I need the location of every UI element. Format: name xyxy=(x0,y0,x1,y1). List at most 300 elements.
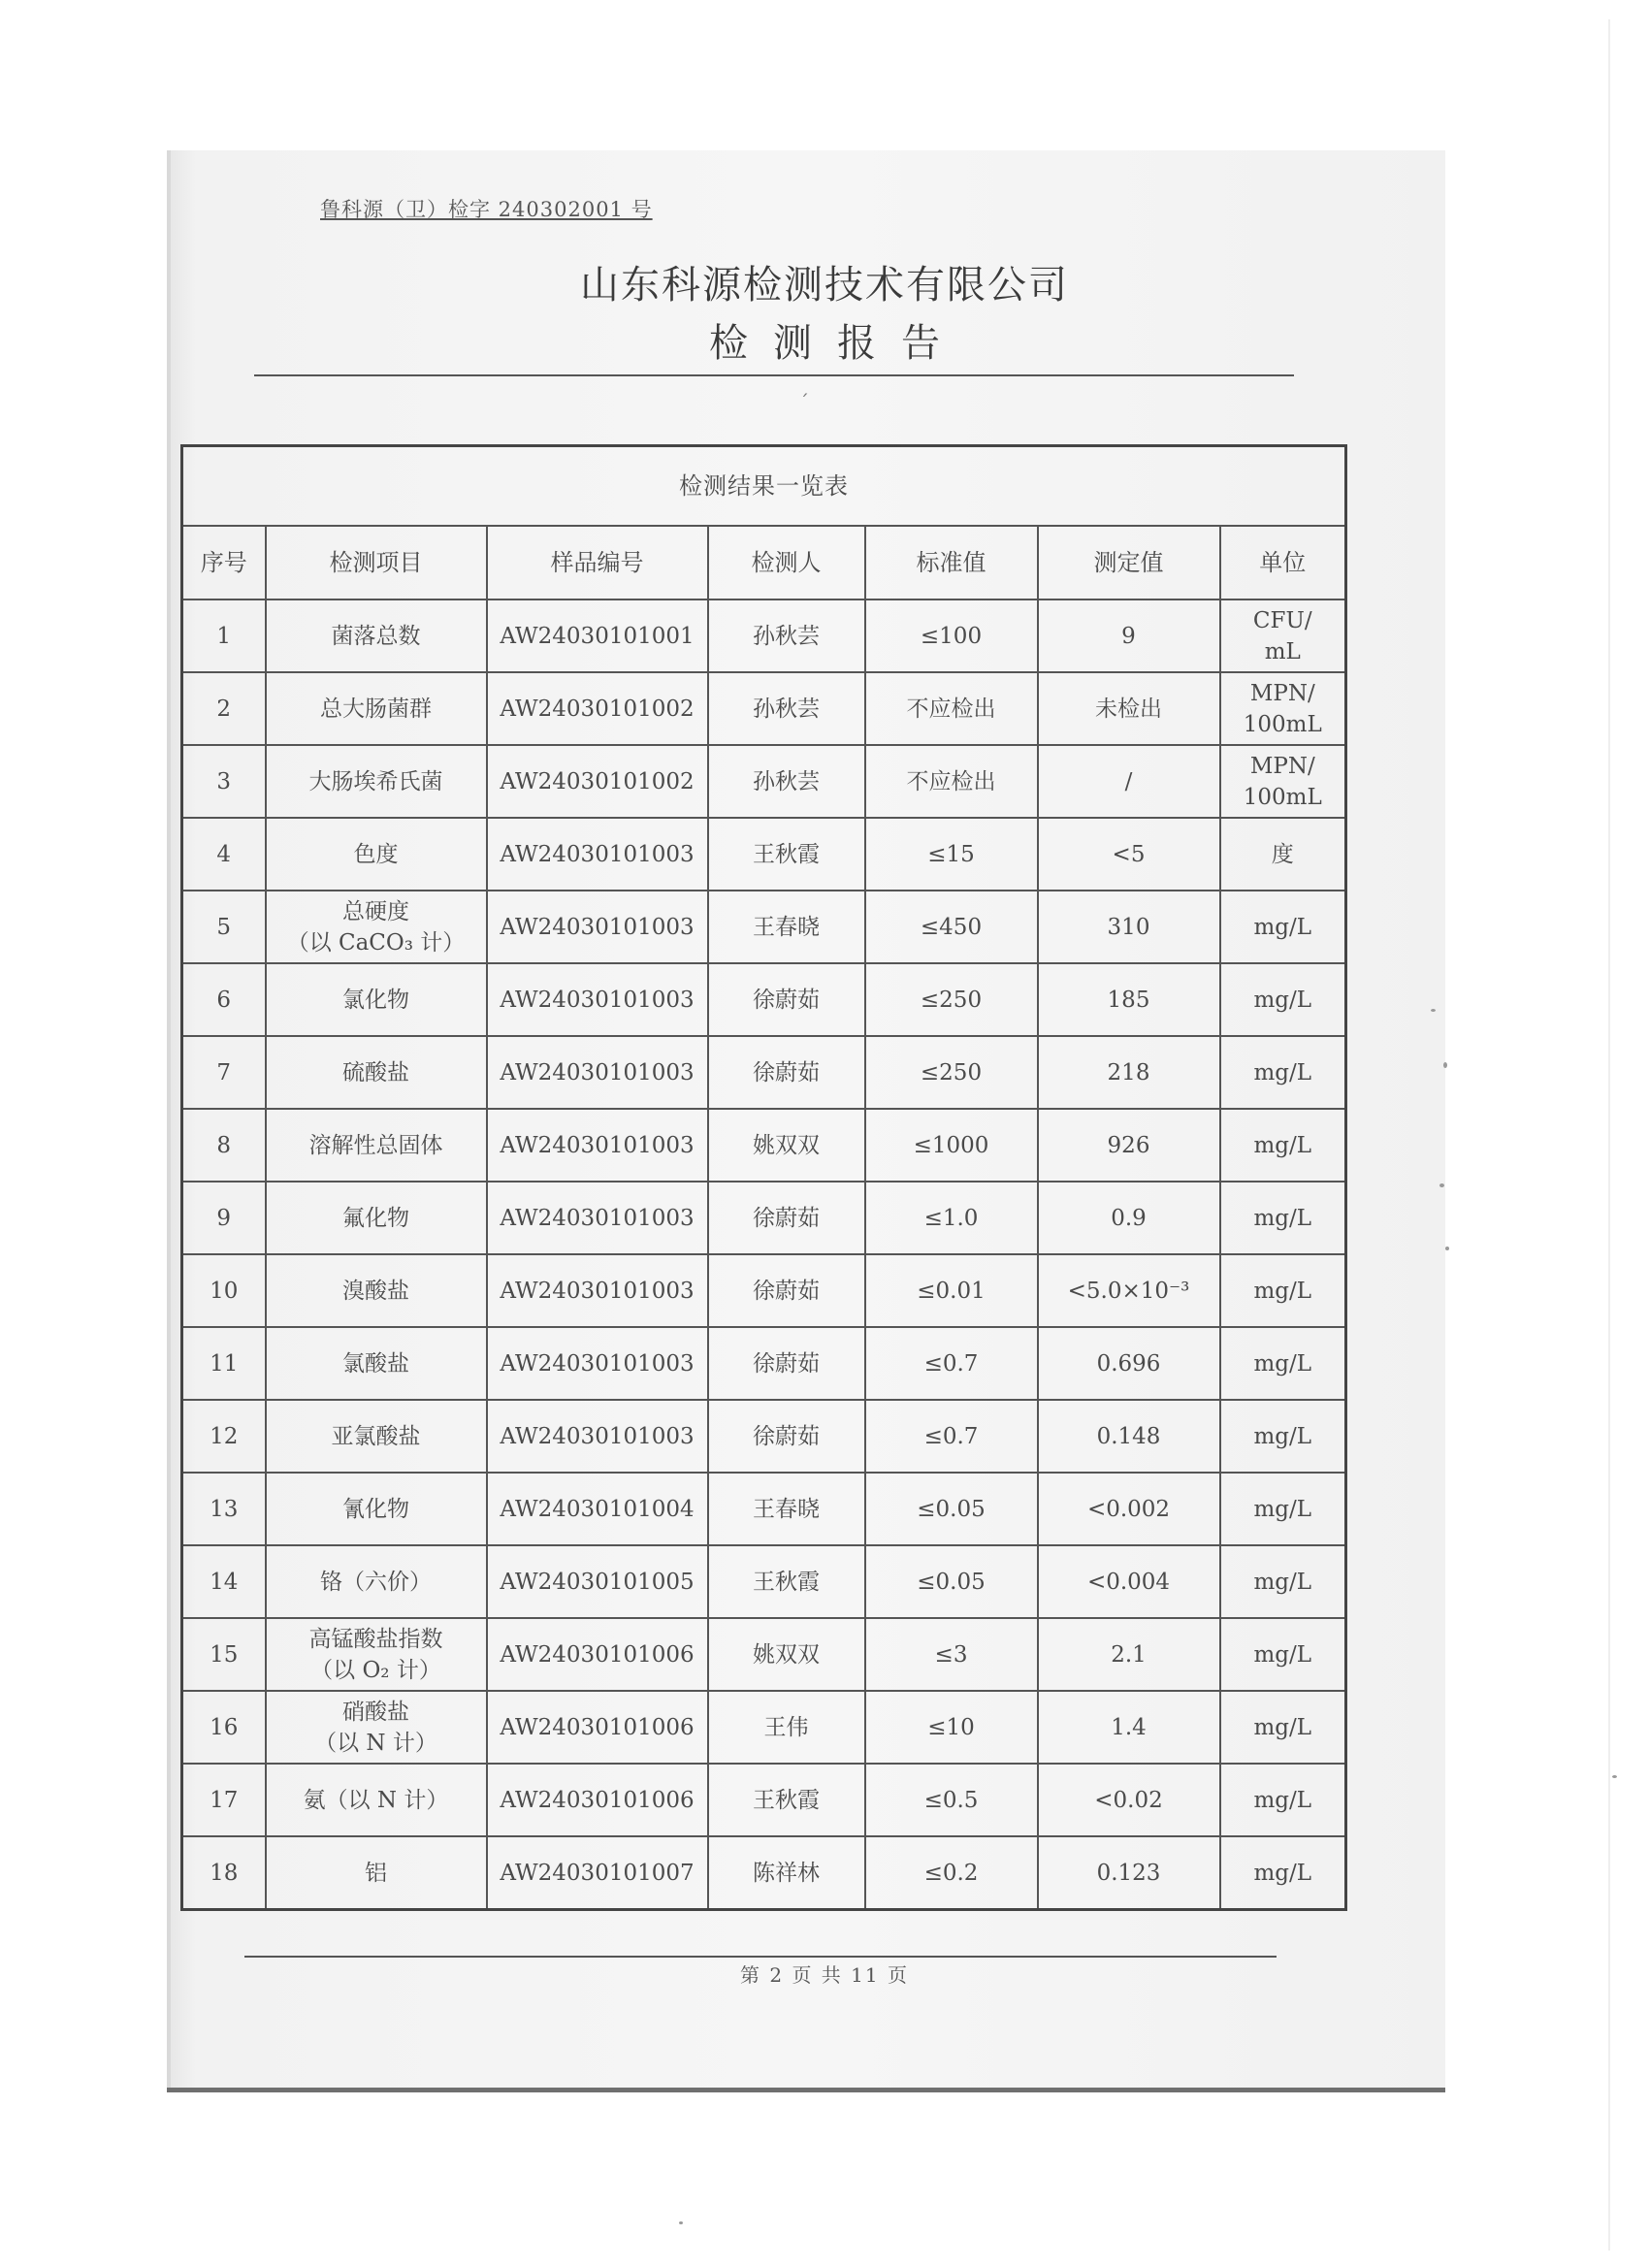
company-name: 山东科源检测技术有限公司 xyxy=(580,263,1069,308)
cell-item-text: 硝酸盐 xyxy=(342,1699,409,1725)
table-row xyxy=(182,963,1346,1036)
cell-no xyxy=(182,818,266,891)
column-header-standard: 标准值 xyxy=(865,526,1038,599)
cell-item xyxy=(266,1764,487,1836)
cell-unit-text: mg/L xyxy=(1253,1059,1312,1085)
table-row xyxy=(182,599,1346,672)
scan-speck xyxy=(679,2221,683,2224)
cell-unit-line2: 100mL xyxy=(1243,784,1322,810)
cell-unit-line2: mL xyxy=(1264,638,1301,664)
cell-unit-text: mg/L xyxy=(1253,1496,1312,1522)
cell-sample xyxy=(487,1618,708,1691)
cell-sample xyxy=(487,672,708,745)
cell-no-text: 2 xyxy=(216,696,232,722)
cell-item-text: 总硬度 xyxy=(342,898,409,924)
table-row xyxy=(182,891,1346,963)
cell-unit-text: 度 xyxy=(1271,841,1294,867)
table-row xyxy=(182,1691,1346,1764)
cell-measured xyxy=(1038,1545,1220,1618)
cell-sample-text: AW24030101003 xyxy=(500,914,695,940)
cell-unit xyxy=(1220,1545,1346,1618)
cell-tester-text: 徐蔚茹 xyxy=(753,1205,820,1231)
table-row xyxy=(182,818,1346,891)
column-header-sample: 样品编号 xyxy=(487,526,708,599)
table-row xyxy=(182,745,1346,818)
cell-no xyxy=(182,891,266,963)
cell-sample xyxy=(487,1473,708,1545)
table-row xyxy=(182,1327,1346,1400)
cell-no-text: 4 xyxy=(216,841,232,867)
table-caption: 检测结果一览表 xyxy=(182,446,1346,527)
cell-unit xyxy=(1220,1691,1346,1764)
column-header-measured: 测定值 xyxy=(1038,526,1220,599)
cell-tester xyxy=(708,672,865,745)
table-row xyxy=(182,1036,1346,1109)
cell-tester xyxy=(708,1473,865,1545)
cell-unit xyxy=(1220,818,1346,891)
cell-standard xyxy=(865,1254,1038,1327)
cell-standard-text: ≤3 xyxy=(934,1641,968,1668)
cell-measured-text: 0.123 xyxy=(1096,1860,1161,1886)
table-row xyxy=(182,1764,1346,1836)
cell-standard xyxy=(865,891,1038,963)
table-row xyxy=(182,1836,1346,1910)
cell-tester xyxy=(708,599,865,672)
cell-tester-text: 徐蔚茹 xyxy=(753,987,820,1013)
cell-no-text: 5 xyxy=(216,914,232,940)
footer-divider xyxy=(244,1956,1277,1958)
table-row xyxy=(182,1618,1346,1691)
cell-sample xyxy=(487,1254,708,1327)
cell-standard-text: ≤0.05 xyxy=(917,1569,986,1595)
cell-unit xyxy=(1220,1036,1346,1109)
scan-speck xyxy=(1445,1247,1449,1250)
cell-no xyxy=(182,1254,266,1327)
cell-item xyxy=(266,745,487,818)
cell-no xyxy=(182,599,266,672)
cell-standard xyxy=(865,1109,1038,1182)
cell-measured xyxy=(1038,1691,1220,1764)
cell-measured-text: 1.4 xyxy=(1111,1714,1147,1740)
cell-item xyxy=(266,1327,487,1400)
cell-unit xyxy=(1220,891,1346,963)
cell-standard-text: ≤15 xyxy=(927,841,975,867)
cell-item-text: 铬（六价） xyxy=(320,1569,432,1595)
cell-tester-text: 孙秋芸 xyxy=(753,623,820,649)
cell-standard xyxy=(865,599,1038,672)
cell-standard-text: ≤10 xyxy=(927,1714,975,1740)
cell-no xyxy=(182,1545,266,1618)
cell-item-text: 溴酸盐 xyxy=(342,1278,409,1304)
cell-sample-text: AW24030101003 xyxy=(500,1423,695,1449)
cell-measured-text: 2.1 xyxy=(1111,1641,1147,1668)
cell-unit-text: mg/L xyxy=(1253,1278,1312,1304)
cell-standard-text: ≤0.5 xyxy=(923,1787,979,1813)
cell-no xyxy=(182,1473,266,1545)
cell-item-text: 高锰酸盐指数 xyxy=(308,1626,443,1652)
cell-sample-text: AW24030101006 xyxy=(500,1787,695,1813)
cell-measured-text: <0.002 xyxy=(1086,1496,1171,1522)
table-row xyxy=(182,1400,1346,1473)
scan-left-edge xyxy=(167,150,171,2090)
column-header-unit: 单位 xyxy=(1220,526,1346,599)
cell-no-text: 8 xyxy=(216,1132,232,1158)
cell-item-text: 硫酸盐 xyxy=(342,1059,409,1085)
cell-item xyxy=(266,818,487,891)
header-divider xyxy=(254,374,1294,376)
cell-measured xyxy=(1038,818,1220,891)
cell-standard-text: ≤450 xyxy=(920,914,983,940)
cell-item-text: 色度 xyxy=(353,841,399,867)
cell-item-text: 大肠埃希氏菌 xyxy=(308,768,443,794)
cell-item-text: 菌落总数 xyxy=(331,623,421,649)
cell-unit-text: mg/L xyxy=(1253,987,1312,1013)
cell-standard-text: ≤100 xyxy=(920,623,983,649)
cell-unit xyxy=(1220,1400,1346,1473)
cell-measured xyxy=(1038,599,1220,672)
cell-sample-text: AW24030101004 xyxy=(500,1496,695,1522)
results-table xyxy=(180,444,1347,1911)
cell-sample xyxy=(487,1545,708,1618)
scan-bottom-edge xyxy=(167,2088,1445,2092)
cell-no-text: 14 xyxy=(210,1569,239,1595)
cell-sample xyxy=(487,1400,708,1473)
cell-unit-text: mg/L xyxy=(1253,914,1312,940)
cell-no-text: 7 xyxy=(216,1059,232,1085)
cell-no xyxy=(182,1036,266,1109)
cell-measured-text: 310 xyxy=(1107,914,1150,940)
cell-no-text: 13 xyxy=(210,1496,239,1522)
cell-standard xyxy=(865,818,1038,891)
cell-standard-text: ≤0.05 xyxy=(917,1496,986,1522)
cell-no-text: 6 xyxy=(216,987,232,1013)
cell-measured xyxy=(1038,1036,1220,1109)
cell-tester-text: 陈祥林 xyxy=(753,1860,820,1886)
cell-measured xyxy=(1038,963,1220,1036)
cell-measured-text: 0.148 xyxy=(1096,1423,1161,1449)
cell-sample-text: AW24030101003 xyxy=(500,1059,695,1085)
cell-unit xyxy=(1220,963,1346,1036)
cell-item xyxy=(266,599,487,672)
cell-unit xyxy=(1220,599,1346,672)
cell-measured-text: / xyxy=(1124,768,1133,794)
cell-item xyxy=(266,1182,487,1254)
cell-sample xyxy=(487,1182,708,1254)
cell-unit-text: mg/L xyxy=(1253,1714,1312,1740)
cell-tester xyxy=(708,1618,865,1691)
cell-unit-text: mg/L xyxy=(1253,1787,1312,1813)
cell-item-text: 氯化物 xyxy=(342,987,409,1013)
cell-tester xyxy=(708,1254,865,1327)
cell-item xyxy=(266,1036,487,1109)
column-header-item: 检测项目 xyxy=(266,526,487,599)
cell-no xyxy=(182,963,266,1036)
cell-tester xyxy=(708,1400,865,1473)
cell-unit xyxy=(1220,1254,1346,1327)
cell-item-line2: （以 N 计） xyxy=(314,1730,437,1756)
cell-tester xyxy=(708,1327,865,1400)
table-row xyxy=(182,1182,1346,1254)
cell-tester-text: 姚双双 xyxy=(753,1641,820,1668)
cell-measured-text: <0.02 xyxy=(1094,1787,1163,1813)
cell-measured-text: <5 xyxy=(1112,841,1146,867)
cell-measured-text: <0.004 xyxy=(1086,1569,1171,1595)
cell-item xyxy=(266,1836,487,1910)
cell-tester-text: 徐蔚茹 xyxy=(753,1350,820,1377)
cell-tester xyxy=(708,1182,865,1254)
table-row xyxy=(182,672,1346,745)
cell-item xyxy=(266,1618,487,1691)
cell-tester xyxy=(708,745,865,818)
cell-measured-text: 0.9 xyxy=(1111,1205,1147,1231)
cell-sample-text: AW24030101003 xyxy=(500,841,695,867)
cell-no-text: 10 xyxy=(210,1278,239,1304)
cell-tester xyxy=(708,1764,865,1836)
cell-no xyxy=(182,1691,266,1764)
cell-no-text: 11 xyxy=(210,1350,239,1377)
scan-speck xyxy=(1612,1775,1617,1778)
cell-sample xyxy=(487,1327,708,1400)
cell-tester-text: 王秋霞 xyxy=(753,1787,820,1813)
cell-sample xyxy=(487,891,708,963)
cell-tester xyxy=(708,818,865,891)
cell-tester xyxy=(708,1545,865,1618)
cell-no xyxy=(182,1182,266,1254)
cell-item xyxy=(266,1691,487,1764)
cell-standard-text: 不应检出 xyxy=(906,768,996,794)
cell-measured xyxy=(1038,1836,1220,1910)
cell-sample xyxy=(487,1036,708,1109)
cell-unit-text: mg/L xyxy=(1253,1205,1312,1231)
cell-unit-text: mg/L xyxy=(1253,1860,1312,1886)
cell-unit-text: mg/L xyxy=(1253,1641,1312,1668)
cell-item-text: 氯酸盐 xyxy=(342,1350,409,1377)
cell-no-text: 15 xyxy=(210,1641,239,1668)
cell-sample-text: AW24030101003 xyxy=(500,1132,695,1158)
cell-sample-text: AW24030101006 xyxy=(500,1641,695,1668)
cell-unit xyxy=(1220,745,1346,818)
cell-tester xyxy=(708,1109,865,1182)
cell-measured xyxy=(1038,1400,1220,1473)
cell-measured xyxy=(1038,1254,1220,1327)
cell-sample-text: AW24030101001 xyxy=(500,623,695,649)
cell-no-text: 9 xyxy=(216,1205,232,1231)
cell-measured xyxy=(1038,745,1220,818)
cell-unit-text: mg/L xyxy=(1253,1569,1312,1595)
scan-speck xyxy=(1431,1009,1436,1012)
cell-unit xyxy=(1220,1182,1346,1254)
cell-measured xyxy=(1038,672,1220,745)
cell-unit xyxy=(1220,1327,1346,1400)
cell-item xyxy=(266,891,487,963)
cell-sample-text: AW24030101003 xyxy=(500,1278,695,1304)
cell-standard xyxy=(865,1327,1038,1400)
cell-standard-text: ≤250 xyxy=(920,987,983,1013)
cell-standard-text: ≤1.0 xyxy=(923,1205,979,1231)
cell-sample xyxy=(487,599,708,672)
cell-unit-text: mg/L xyxy=(1253,1423,1312,1449)
table-row xyxy=(182,1473,1346,1545)
cell-item-text: 总大肠菌群 xyxy=(320,696,432,722)
table-row xyxy=(182,1545,1346,1618)
page-number: 第 2 页 共 11 页 xyxy=(740,1963,909,1987)
cell-sample xyxy=(487,963,708,1036)
cell-standard xyxy=(865,1836,1038,1910)
cell-sample-text: AW24030101007 xyxy=(500,1860,695,1886)
cell-item xyxy=(266,1109,487,1182)
cell-tester-text: 王秋霞 xyxy=(753,841,820,867)
column-header-no: 序号 xyxy=(182,526,266,599)
report-title: 检测报告 xyxy=(709,321,965,366)
cell-no xyxy=(182,1618,266,1691)
cell-no xyxy=(182,1400,266,1473)
cell-tester-text: 王春晓 xyxy=(753,914,820,940)
column-header-tester: 检测人 xyxy=(708,526,865,599)
cell-tester xyxy=(708,963,865,1036)
cell-sample-text: AW24030101003 xyxy=(500,1205,695,1231)
cell-no-text: 1 xyxy=(216,623,232,649)
cell-tester-text: 徐蔚茹 xyxy=(753,1278,820,1304)
cell-standard-text: ≤0.01 xyxy=(917,1278,986,1304)
cell-unit-text: MPN/ xyxy=(1249,680,1315,706)
cell-no xyxy=(182,1327,266,1400)
cell-no-text: 18 xyxy=(210,1860,239,1886)
cell-unit xyxy=(1220,1836,1346,1910)
cell-tester xyxy=(708,1836,865,1910)
cell-item xyxy=(266,1545,487,1618)
cell-item xyxy=(266,1400,487,1473)
cell-no-text: 16 xyxy=(210,1714,239,1740)
cell-item-text: 铝 xyxy=(365,1860,387,1886)
cell-sample xyxy=(487,1109,708,1182)
scan-speck xyxy=(1443,1062,1447,1068)
report-number: 鲁科源（卫）检字 240302001 号 xyxy=(320,198,653,221)
cell-no-text: 3 xyxy=(216,768,232,794)
cell-standard-text: ≤0.7 xyxy=(923,1350,979,1377)
cell-unit-text: mg/L xyxy=(1253,1132,1312,1158)
cell-standard xyxy=(865,963,1038,1036)
cell-standard xyxy=(865,1545,1038,1618)
cell-sample-text: AW24030101003 xyxy=(500,1350,695,1377)
cell-tester-text: 王伟 xyxy=(763,1714,809,1740)
cell-sample xyxy=(487,745,708,818)
cell-standard-text: ≤250 xyxy=(920,1059,983,1085)
cell-item xyxy=(266,1254,487,1327)
cell-unit-text: CFU/ xyxy=(1252,607,1312,633)
cell-measured-text: <5.0×10⁻³ xyxy=(1067,1278,1190,1304)
cell-measured-text: 9 xyxy=(1121,623,1136,649)
cell-standard-text: 不应检出 xyxy=(906,696,996,722)
cell-tester-text: 王秋霞 xyxy=(753,1569,820,1595)
cell-tester xyxy=(708,1691,865,1764)
cell-standard xyxy=(865,1036,1038,1109)
cell-no xyxy=(182,1764,266,1836)
cell-item-text: 氰化物 xyxy=(342,1496,409,1522)
cell-sample xyxy=(487,1764,708,1836)
cell-tester-text: 姚双双 xyxy=(753,1132,820,1158)
cell-item-text: 亚氯酸盐 xyxy=(331,1423,421,1449)
cell-standard xyxy=(865,745,1038,818)
cell-standard xyxy=(865,1618,1038,1691)
cell-unit xyxy=(1220,1618,1346,1691)
cell-measured xyxy=(1038,1618,1220,1691)
cell-sample-text: AW24030101003 xyxy=(500,987,695,1013)
cell-item-text: 氨（以 N 计） xyxy=(303,1787,449,1813)
cell-no xyxy=(182,745,266,818)
cell-measured-text: 0.696 xyxy=(1096,1350,1161,1377)
cell-sample xyxy=(487,818,708,891)
table-header-row xyxy=(182,526,1346,599)
cell-standard-text: ≤0.2 xyxy=(923,1860,979,1886)
cell-no-text: 12 xyxy=(210,1423,239,1449)
cell-item-text: 氟化物 xyxy=(342,1205,409,1231)
cell-no xyxy=(182,1109,266,1182)
cell-no xyxy=(182,672,266,745)
cell-measured-text: 185 xyxy=(1107,987,1150,1013)
cell-measured-text: 未检出 xyxy=(1095,696,1162,722)
cell-tester-text: 孙秋芸 xyxy=(753,768,820,794)
cell-sample-text: AW24030101002 xyxy=(500,768,695,794)
cell-no-text: 17 xyxy=(210,1787,239,1813)
cell-measured xyxy=(1038,1182,1220,1254)
cell-standard xyxy=(865,1400,1038,1473)
cell-sample-text: AW24030101002 xyxy=(500,696,695,722)
cell-measured xyxy=(1038,1473,1220,1545)
cell-measured-text: 218 xyxy=(1107,1059,1150,1085)
cell-sample xyxy=(487,1836,708,1910)
cell-standard-text: ≤0.7 xyxy=(923,1423,979,1449)
cell-sample xyxy=(487,1691,708,1764)
cell-measured xyxy=(1038,1327,1220,1400)
cell-unit-line2: 100mL xyxy=(1243,711,1322,737)
cell-measured xyxy=(1038,1109,1220,1182)
table-body xyxy=(182,599,1346,1910)
cell-tester-text: 徐蔚茹 xyxy=(753,1059,820,1085)
cell-measured xyxy=(1038,891,1220,963)
cell-standard xyxy=(865,1691,1038,1764)
cell-item-line2: （以 O₂ 计） xyxy=(310,1657,441,1683)
table-row xyxy=(182,1254,1346,1327)
cell-standard xyxy=(865,672,1038,745)
cell-measured xyxy=(1038,1764,1220,1836)
cell-item xyxy=(266,963,487,1036)
cell-unit xyxy=(1220,1473,1346,1545)
cell-standard xyxy=(865,1473,1038,1545)
cell-unit xyxy=(1220,672,1346,745)
table-row xyxy=(182,1109,1346,1182)
scan-speck xyxy=(1439,1183,1444,1187)
cell-unit xyxy=(1220,1764,1346,1836)
cell-standard-text: ≤1000 xyxy=(913,1132,989,1158)
cell-item xyxy=(266,672,487,745)
cell-measured-text: 926 xyxy=(1107,1132,1150,1158)
cell-no xyxy=(182,1836,266,1910)
cell-tester xyxy=(708,891,865,963)
cell-tester-text: 徐蔚茹 xyxy=(753,1423,820,1449)
cell-item-text: 溶解性总固体 xyxy=(308,1132,443,1158)
cell-unit-text: MPN/ xyxy=(1249,753,1315,779)
cell-unit-text: mg/L xyxy=(1253,1350,1312,1377)
cell-standard xyxy=(865,1764,1038,1836)
cell-standard xyxy=(865,1182,1038,1254)
cell-unit xyxy=(1220,1109,1346,1182)
cell-tester xyxy=(708,1036,865,1109)
cell-sample-text: AW24030101006 xyxy=(500,1714,695,1740)
cell-item-line2: （以 CaCO₃ 计） xyxy=(286,929,466,956)
cell-sample-text: AW24030101005 xyxy=(500,1569,695,1595)
cell-tester-text: 王春晓 xyxy=(753,1496,820,1522)
cell-item xyxy=(266,1473,487,1545)
